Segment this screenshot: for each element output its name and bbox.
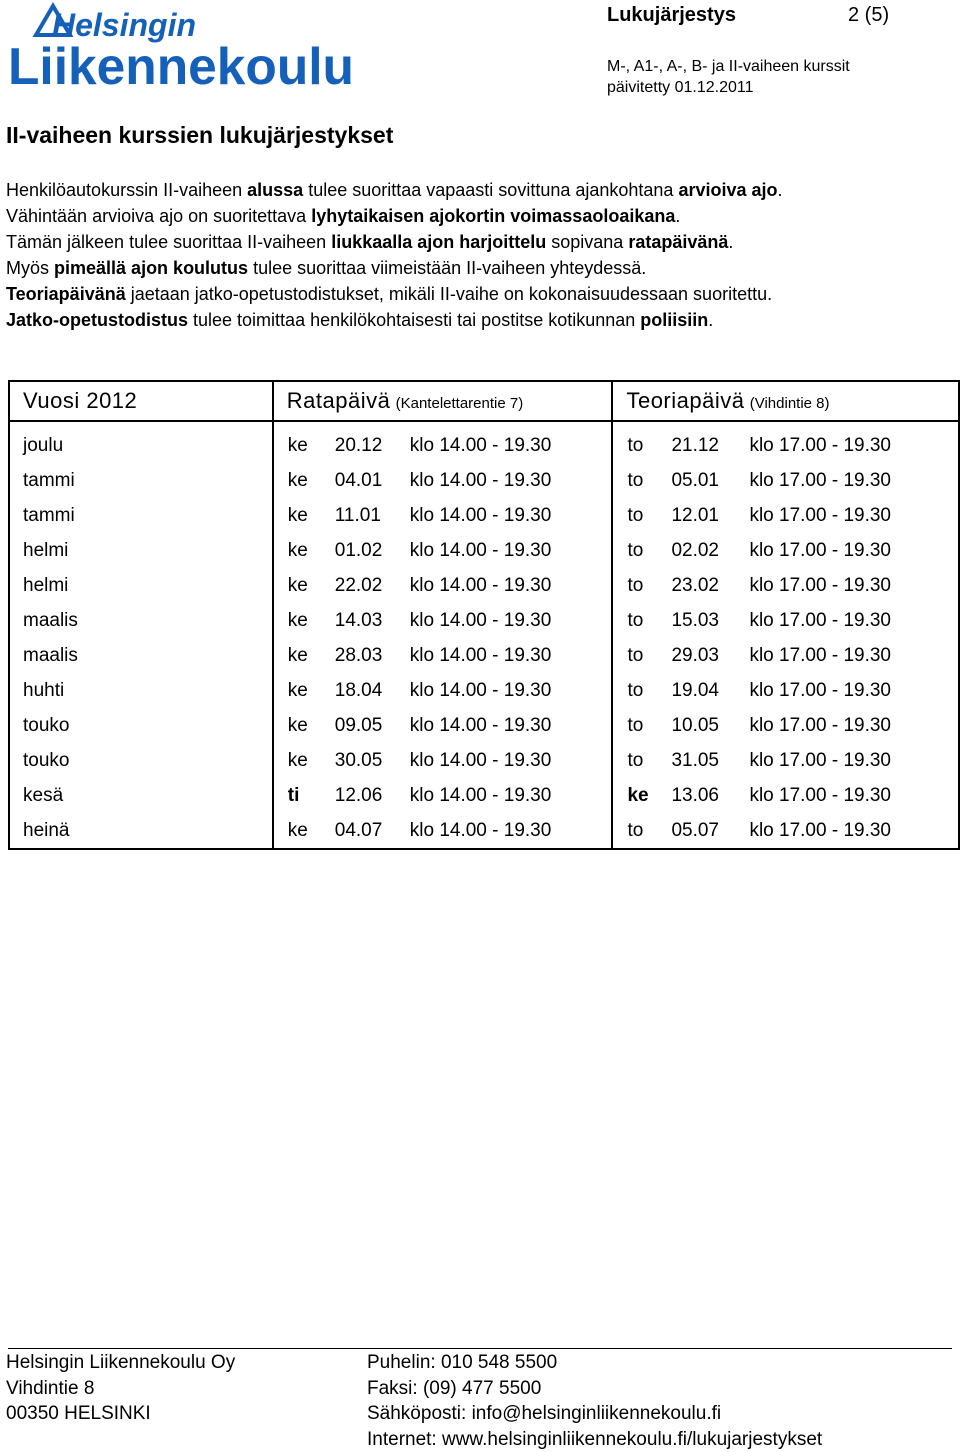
teoria-date: 19.04: [671, 679, 719, 701]
logo-line1: Helsingin: [52, 7, 197, 43]
teoria-cell: [612, 603, 959, 638]
intro-run: .: [777, 180, 783, 200]
teoria-cell: [612, 743, 959, 778]
rata-time: klo 14.00 - 19.30: [409, 714, 552, 736]
teoria-date: 10.05: [671, 714, 719, 736]
logo-graphic: [6, 2, 356, 90]
rata-weekday: ke: [287, 609, 308, 631]
rata-time: klo 14.00 - 19.30: [409, 434, 552, 456]
teoria-time: klo 17.00 - 19.30: [749, 714, 891, 736]
teoria-weekday: to: [627, 749, 644, 771]
intro-emphasis: lyhytaikaisen ajokortin voimassaoloaikana: [311, 206, 676, 226]
intro-emphasis: Jatko-opetustodistus: [6, 310, 189, 330]
rata-cell: [273, 813, 613, 849]
footer-phone: Puhelin: 010 548 5500: [367, 1352, 558, 1373]
intro-emphasis: pimeällä ajon koulutus: [54, 258, 249, 278]
teoria-cell: [612, 568, 959, 603]
rata-date: 30.05: [334, 749, 383, 771]
intro-emphasis: liukkaalla ajon harjoittelu: [331, 232, 547, 252]
rata-cell: [273, 673, 613, 708]
intro-run: tulee suorittaa viimeistään II-vaiheen yhteydessä.: [248, 258, 647, 278]
intro-emphasis: ratapäivänä: [628, 232, 729, 252]
rata-date: 18.04: [334, 679, 383, 701]
teoria-date: 15.03: [671, 609, 719, 631]
intro-run: Vähintään arvioiva ajo on suoritettava: [6, 206, 312, 226]
intro-run: Tämän jälkeen tulee suorittaa II-vaiheen: [6, 232, 332, 252]
teoria-time: klo 17.00 - 19.30: [749, 679, 891, 701]
rata-time: klo 14.00 - 19.30: [409, 679, 552, 701]
rata-time: klo 14.00 - 19.30: [409, 749, 552, 771]
month-cell: helmi: [9, 568, 273, 603]
intro-run: jaetaan jatko-opetustodistukset, mikäli II-vaihe on kokonaisuudessaan suoritettu.: [125, 284, 773, 304]
rata-cell: [273, 638, 613, 673]
intro-run: Henkilöautokurssin II-vaiheen: [6, 180, 248, 200]
header-year: Vuosi 2012: [9, 381, 273, 421]
rata-weekday: ke: [287, 714, 308, 736]
intro-line: [6, 177, 956, 203]
table-row: [9, 603, 959, 638]
table-row: [9, 638, 959, 673]
footer-contact: [367, 1350, 822, 1452]
rata-weekday: ke: [287, 644, 308, 666]
teoria-date: 23.02: [671, 574, 719, 596]
teoria-cell: [612, 708, 959, 743]
teoria-time: klo 17.00 - 19.30: [749, 749, 891, 771]
intro-text: [6, 177, 956, 333]
teoria-time: klo 17.00 - 19.30: [749, 644, 891, 666]
teoria-weekday: to: [627, 574, 644, 596]
intro-run: tulee suorittaa vapaasti sovittuna ajankohtana: [303, 180, 679, 200]
rata-date: 04.07: [334, 819, 383, 841]
teoria-weekday: to: [627, 434, 644, 456]
footer-fax: Faksi: (09) 477 5500: [367, 1377, 542, 1399]
table-row: [9, 463, 959, 498]
intro-line: [6, 255, 956, 281]
rata-weekday: ke: [287, 504, 308, 526]
header-title: Lukujärjestys: [607, 4, 736, 26]
rata-date: 09.05: [334, 714, 383, 736]
intro-line: [6, 203, 956, 229]
month-cell: touko: [9, 743, 273, 778]
teoria-cell: [612, 638, 959, 673]
month-cell: joulu: [9, 421, 273, 463]
footer-company: Helsingin Liikennekoulu Oy: [6, 1352, 236, 1373]
rata-cell: [273, 463, 613, 498]
teoria-date: 02.02: [671, 539, 719, 561]
teoria-date: 12.01: [671, 504, 719, 526]
teoria-time: klo 17.00 - 19.30: [749, 539, 891, 561]
intro-line: [6, 281, 956, 307]
teoria-time: klo 17.00 - 19.30: [749, 609, 891, 631]
teoria-weekday: to: [627, 609, 644, 631]
table-row: [9, 421, 959, 463]
intro-run: sopivana: [546, 232, 629, 252]
teoria-time: klo 17.00 - 19.30: [749, 784, 891, 806]
rata-date: 20.12: [334, 434, 383, 456]
header-subtitle: [607, 56, 850, 98]
teoria-cell: [612, 421, 959, 463]
rata-date: 14.03: [334, 609, 383, 631]
rata-weekday: ke: [287, 749, 308, 771]
table-row: [9, 498, 959, 533]
page-number: 2 (5): [848, 4, 890, 26]
rata-cell: [273, 743, 613, 778]
month-cell: maalis: [9, 638, 273, 673]
rata-date: 22.02: [334, 574, 383, 596]
rata-date: 12.06: [334, 784, 383, 806]
rata-cell: [273, 421, 613, 463]
footer-address: [6, 1350, 235, 1427]
rata-weekday: ti: [287, 784, 300, 806]
table-header: [9, 381, 959, 421]
footer-divider: [8, 1348, 952, 1349]
month-cell: heinä: [9, 813, 273, 849]
teoria-weekday: to: [627, 714, 644, 736]
teoria-time: klo 17.00 - 19.30: [749, 574, 891, 596]
intro-emphasis: poliisiin: [640, 310, 709, 330]
teoria-cell: [612, 463, 959, 498]
month-cell: kesä: [9, 778, 273, 813]
rata-time: klo 14.00 - 19.30: [409, 644, 552, 666]
header-teoria: Teoriapäivä (Vihdintie 8): [612, 381, 959, 421]
intro-line: [6, 229, 956, 255]
month-cell: maalis: [9, 603, 273, 638]
intro-emphasis: alussa: [247, 180, 304, 200]
month-cell: tammi: [9, 463, 273, 498]
rata-date: 28.03: [334, 644, 383, 666]
teoria-date: 13.06: [671, 784, 719, 806]
intro-run: Myös: [6, 258, 55, 278]
teoria-time: klo 17.00 - 19.30: [749, 504, 891, 526]
rata-date: 01.02: [334, 539, 383, 561]
footer-email: Sähköposti: info@helsinginliikennekoulu.fi: [367, 1403, 722, 1424]
rata-weekday: ke: [287, 574, 308, 596]
schedule-table: [8, 380, 960, 850]
intro-run: .: [675, 206, 681, 226]
teoria-date: 31.05: [671, 749, 719, 771]
teoria-date: 05.07: [671, 819, 719, 841]
teoria-date: 29.03: [671, 644, 719, 666]
rata-cell: [273, 708, 613, 743]
document-title: II-vaiheen kurssien lukujärjestykset: [6, 122, 394, 148]
teoria-time: klo 17.00 - 19.30: [749, 469, 891, 491]
table-row: [9, 778, 959, 813]
intro-emphasis: arvioiva ajo: [678, 180, 778, 200]
intro-run: .: [708, 310, 714, 330]
company-logo: [6, 2, 356, 90]
table-row: [9, 568, 959, 603]
month-cell: helmi: [9, 533, 273, 568]
rata-weekday: ke: [287, 469, 308, 491]
rata-cell: [273, 498, 613, 533]
teoria-cell: [612, 673, 959, 708]
teoria-weekday: to: [627, 504, 644, 526]
rata-weekday: ke: [287, 539, 308, 561]
teoria-time: klo 17.00 - 19.30: [749, 434, 891, 456]
rata-time: klo 14.00 - 19.30: [409, 784, 552, 806]
teoria-date: 05.01: [671, 469, 719, 491]
teoria-date: 21.12: [671, 434, 719, 456]
footer-internet: Internet: www.helsinginliikennekoulu.fi/lukujarjestykset: [367, 1428, 823, 1450]
teoria-cell: [612, 778, 959, 813]
rata-time: klo 14.00 - 19.30: [409, 819, 552, 841]
month-cell: huhti: [9, 673, 273, 708]
intro-run: tulee toimittaa henkilökohtaisesti tai postitse kotikunnan: [188, 310, 641, 330]
intro-emphasis: Teoriapäivänä: [6, 284, 126, 304]
rata-time: klo 14.00 - 19.30: [409, 469, 552, 491]
table-row: [9, 813, 959, 849]
teoria-weekday: to: [627, 679, 644, 701]
rata-weekday: ke: [287, 434, 308, 456]
teoria-cell: [612, 533, 959, 568]
rata-cell: [273, 568, 613, 603]
rata-time: klo 14.00 - 19.30: [409, 609, 552, 631]
rata-weekday: ke: [287, 679, 308, 701]
rata-date: 11.01: [334, 504, 381, 526]
table-row: [9, 533, 959, 568]
teoria-cell: [612, 813, 959, 849]
rata-cell: [273, 533, 613, 568]
header-rata: Ratapäivä (Kantelettarentie 7): [273, 381, 613, 421]
updated-date: päivitetty 01.12.2011: [607, 79, 754, 96]
month-cell: tammi: [9, 498, 273, 533]
teoria-cell: [612, 498, 959, 533]
intro-line: [6, 307, 956, 333]
teoria-weekday: to: [627, 469, 644, 491]
table-row: [9, 743, 959, 778]
rata-cell: [273, 603, 613, 638]
footer-city: 00350 HELSINKI: [6, 1403, 151, 1424]
month-cell: touko: [9, 708, 273, 743]
teoria-weekday: to: [627, 819, 644, 841]
teoria-weekday: to: [627, 644, 644, 666]
rata-time: klo 14.00 - 19.30: [409, 574, 552, 596]
table-row: [9, 708, 959, 743]
teoria-weekday: ke: [627, 784, 649, 806]
rata-time: klo 14.00 - 19.30: [409, 504, 552, 526]
teoria-time: klo 17.00 - 19.30: [749, 819, 891, 841]
footer-street: Vihdintie 8: [6, 1377, 95, 1399]
course-list: M-, A1-, A-, B- ja II-vaiheen kurssit: [607, 58, 850, 75]
rata-weekday: ke: [287, 819, 308, 841]
table-row: [9, 673, 959, 708]
rata-time: klo 14.00 - 19.30: [409, 539, 552, 561]
rata-date: 04.01: [334, 469, 383, 491]
logo-line2: Liikennekoulu: [8, 38, 354, 90]
rata-cell: [273, 778, 613, 813]
teoria-weekday: to: [627, 539, 644, 561]
intro-run: .: [728, 232, 734, 252]
